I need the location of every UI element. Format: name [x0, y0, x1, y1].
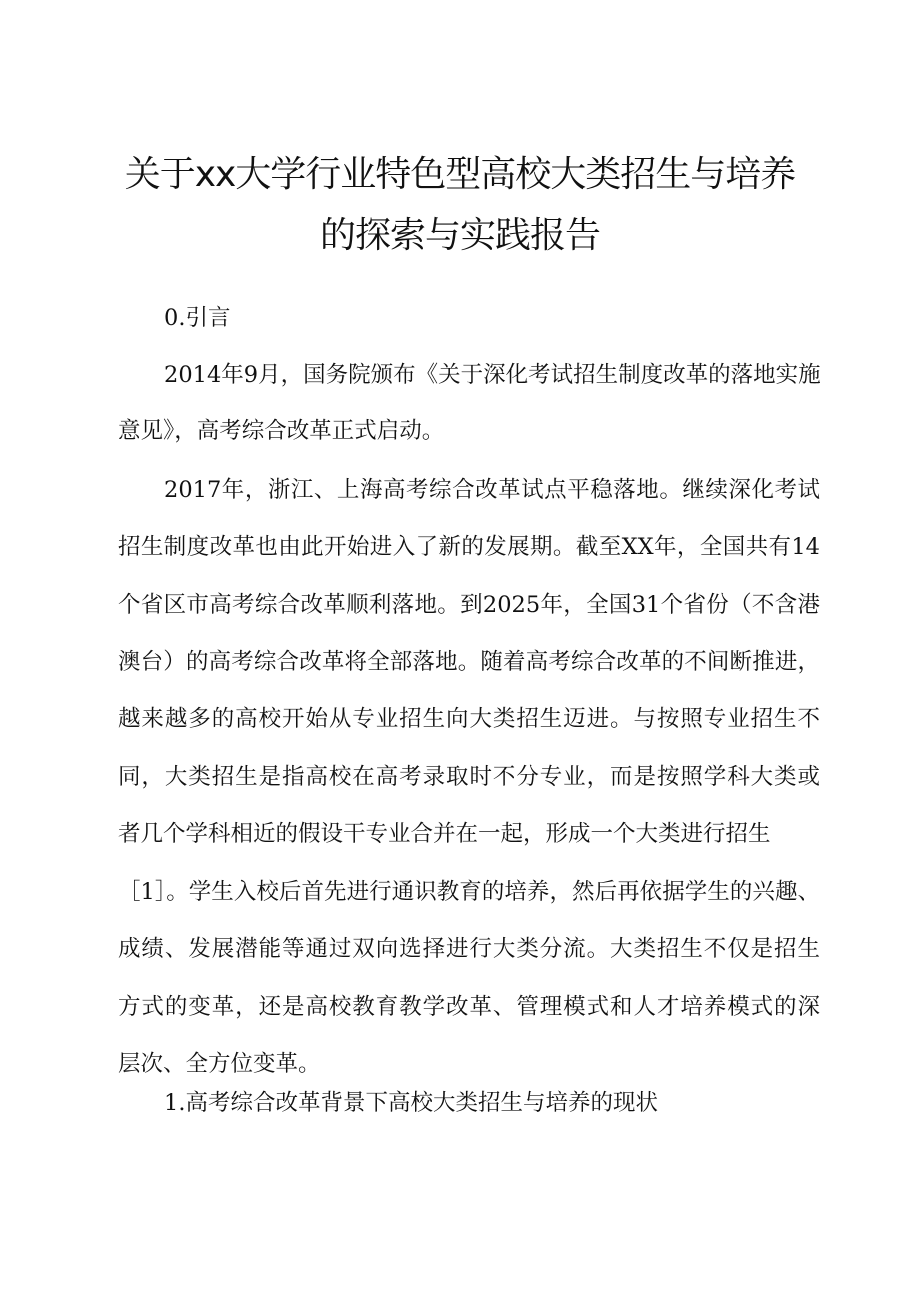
paragraph-2-line-9: 成绩、发展潜能等通过双向选择进行大类分流。大类招生不仅是招生 — [118, 936, 820, 962]
document-title-line-1: 关于xx大学行业特色型高校大类招生与培养 — [124, 154, 796, 195]
paragraph-2-line-5: 越来越多的高校开始从专业招生向大类招生迈进。与按照专业招生不 — [118, 706, 820, 732]
section-1-heading: 1.高考综合改革背景下高校大类招生与培养的现状 — [164, 1090, 658, 1116]
section-0-heading: 0.引言 — [164, 305, 231, 331]
paragraph-2-line-1: 2017年，浙江、上海高考综合改革试点平稳落地。继续深化考试 — [164, 477, 820, 503]
paragraph-1-line-1: 2014年9月，国务院颁布《关于深化考试招生制度改革的落地实施 — [164, 362, 821, 388]
paragraph-2-line-11: 层次、全方位变革。 — [118, 1051, 321, 1077]
paragraph-2-line-8: ［1］。学生入校后首先进行通识教育的培养，然后再依据学生的兴趣、 — [118, 879, 820, 905]
paragraph-2-line-10: 方式的变革，还是高校教育教学改革、管理模式和人才培养模式的深 — [118, 994, 820, 1020]
paragraph-2-line-2: 招生制度改革也由此开始进入了新的发展期。截至XX年，全国共有14 — [118, 534, 820, 560]
paragraph-2-line-4: 澳台）的高考综合改革将全部落地。随着高考综合改革的不间断推进， — [118, 649, 820, 675]
paragraph-2-line-6: 同，大类招生是指高校在高考录取时不分专业，而是按照学科大类或 — [118, 764, 820, 790]
paragraph-1-line-2: 意见》，高考综合改革正式启动。 — [118, 418, 445, 444]
document-title-line-2: 的探索与实践报告 — [319, 215, 600, 256]
paragraph-2-line-3: 个省区市高考综合改革顺利落地。到2025年，全国31个省份（不含港 — [118, 592, 820, 618]
paragraph-2-line-7: 者几个学科相近的假设干专业合并在一起，形成一个大类进行招生 — [118, 821, 771, 847]
